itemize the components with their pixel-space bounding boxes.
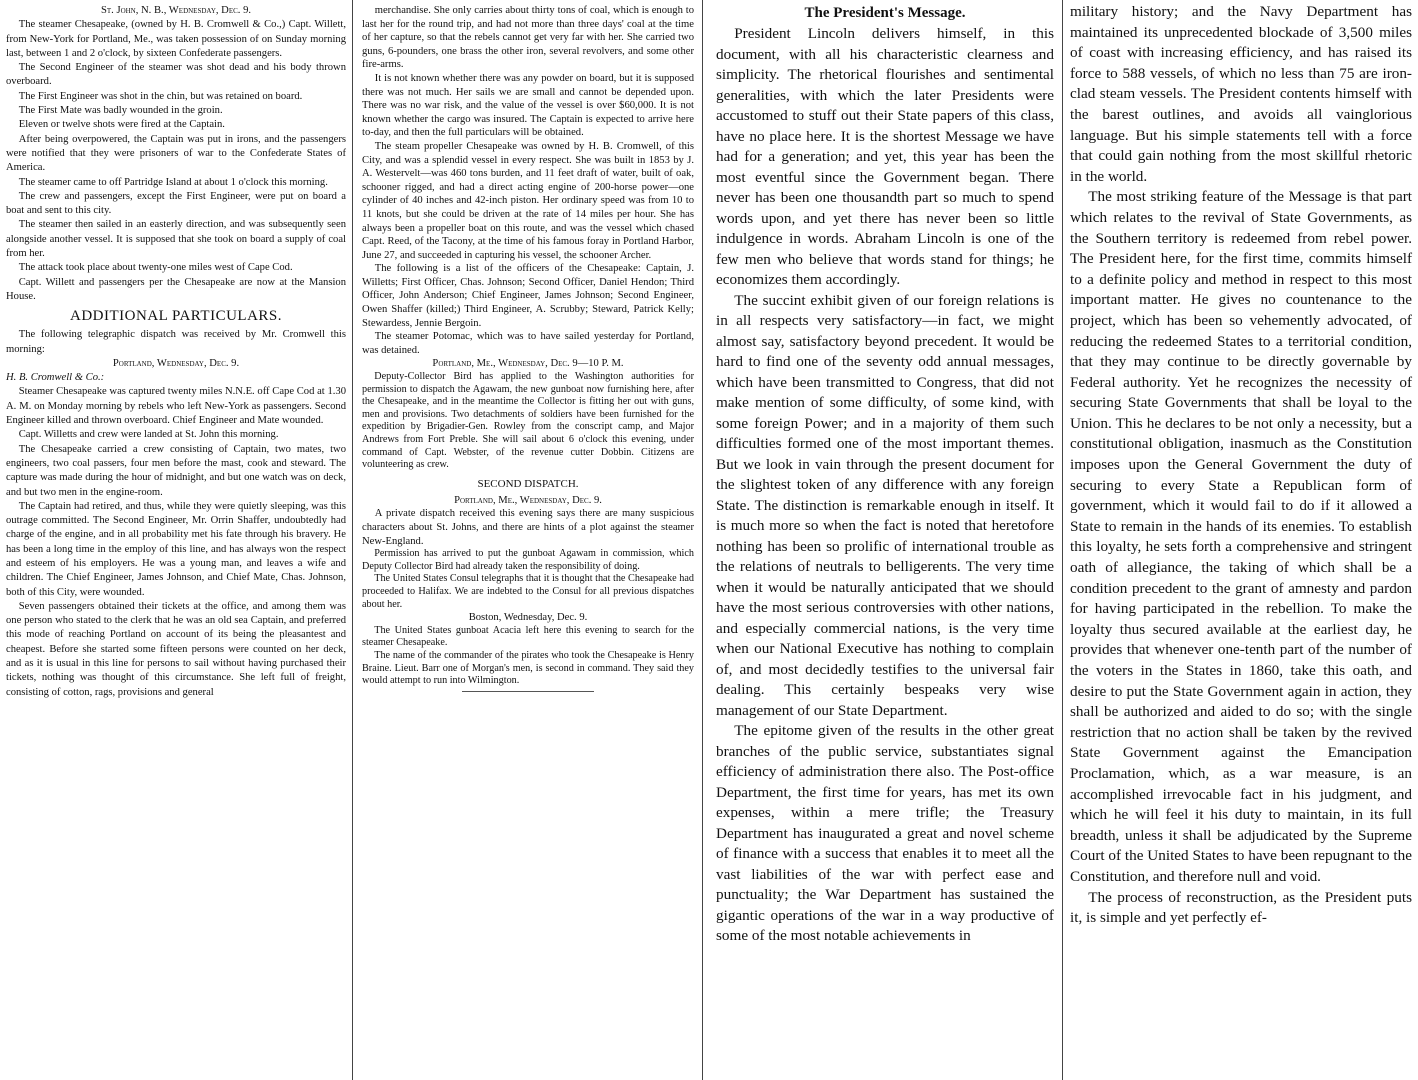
paragraph: The steamer Chesapeake, (owned by H. B. Cromwell & Co.,) Capt. Willett, from New-York for Portland, Me., was taken possession of on Sunday morning last, between 1 and 2 o'clock, by sixteen Confederate passengers. — [6, 19, 346, 59]
paragraph: A private dispatch received this evening says there are many suspicious characters about St. Johns, and there are hints of a plot against the steamer New-England. — [362, 508, 694, 547]
paragraph: The steamer then sailed in an easterly direction, and was subsequently seen alongside another vessel. It is supposed that she took on board a supply of coal from her. — [6, 219, 346, 260]
paragraph: The attack took place about twenty-one miles west of Cape Cod. — [18, 262, 293, 274]
salutation: H. B. Cromwell & Co.: — [6, 372, 105, 384]
paragraph: The process of reconstruction, as the President puts it, is simple and yet perfectly ef- — [1070, 888, 1412, 927]
dateline: St. John, N. B., Wednesday, Dec. 9. — [100, 5, 252, 16]
paragraph: The First Engineer was shot in the chin, but was retained on board. — [18, 90, 303, 102]
paragraph: The following telegraphic dispatch was received by Mr. Cromwell this morning: — [6, 329, 346, 355]
paragraph: Permission has arrived to put the gunboat Agawam in commission, which Deputy Collector Bird had already taken the responsibility of doing. — [362, 548, 694, 572]
paragraph: The United States Consul telegraphs that it is thought that the Chesapeake had proceeded to Halifax. We are indebted to the Consul for all previous dispatches about her. — [362, 573, 694, 610]
paragraph: The steamer came to off Partridge Island at about 1 o'clock this morning. — [18, 176, 328, 188]
paragraph: Capt. Willett and passengers per the Chesapeake are now at the Mansion House. — [6, 276, 346, 302]
paragraph: Eleven or twelve shots were fired at the Captain. — [18, 119, 225, 131]
divider — [462, 691, 595, 692]
paragraph: The First Mate was badly wounded in the groin. — [18, 105, 223, 117]
dateline: Boston, Wednesday, Dec. 9. — [468, 612, 588, 624]
paragraph: President Lincoln delivers himself, in this document, with all his characteristic clearness and simplicity. The rhetorical flourishes and sentimental generalities, with which the later Presidents were accustomed to stuff out their State papers of this class, have no place here. It is the shortest Message we have had for a generation; and yet, this year has been the most eventful since the Government began. There never has been one thousandth part so much to spend words upon, and yet there has never been so little indulgence in words. Abraham Lincoln is one of the few men who believe that words stand for things; he economizes them accordingly. — [716, 25, 1054, 288]
dateline: Portland, Me., Wednesday, Dec. 9. — [454, 494, 602, 506]
paragraph: The Captain had retired, and thus, while they were quietly sleeping, was this outrage committed. The Second Engineer, Mr. Orrin Shaffer, undoubtedly had charge of the engine, and in all probability met his fate through his bravery. He has been a long time in the employ of this line, and has always won the respect and esteem of his employers. He was a young man, and leaves a wife and children. The Chief Engineer, James Johnson, and Chief Mate, Chas. Johnson, both of this City, were wounded. — [6, 500, 346, 598]
paragraph: The succint exhibit given of our foreign relations is in all respects very satisfactory—in fact, we might almost say, satisfactory beyond precedent. It would be hard to find one of the seventy odd annual messages, which have been transmitted to Congress, that did not make mention of some difficulty, of some kind, with some foreign Power; and in a majority of them such difficulties formed one of the most important themes. But we look in vain through the present document for the slightest token of any difference with any foreign State. The distinction is remarkable enough in itself. It is much more so when the fact is noted that heretofore nothing has been so prolific of international trouble as the relations of neutrals to belligerents. The very time when it would be naturally anticipated that we should have the most serious controversies with other nations, and especially commercial nations, is the very time when our National Executive has nothing to complain of, and most decidedly testifies to the universal fair dealing. This certainly bespeaks very wise management of our State Department. — [716, 291, 1054, 719]
paragraph: The Chesapeake carried a crew consisting of Captain, two mates, two engineers, two coal passers, four men before the mast, cook and steward. The capture was made during the hour of midnight, and but one watch was on deck, and but two men in the engine-room. — [6, 443, 346, 498]
paragraph: Deputy-Collector Bird has applied to the Washington authorities for permission to dispatch the Agawam, the new gunboat now furnishing here, after the Chesapeake, and in the meantime the Collector is fitting her out with guns, men and provisions. Two detachments of soldiers have been furnished for the expedition by Brigadier-Gen. Rowley from the conscript camp, and Major Andrews from Fort Preble. She will sail about 6 o'clock this evening, under command of Capt. Webster, of the revenue cutter Dobbin. Citizens are volunteering as crew. — [362, 371, 694, 471]
paragraph: The steamer Potomac, which was to have sailed yesterday for Portland, was detained. — [362, 331, 694, 356]
column-4 — [1064, 0, 1416, 1080]
dateline: Portland, Wednesday, Dec. 9. — [112, 357, 240, 369]
paragraph: The crew and passengers, except the First Engineer, were put on board a boat and sent to this city. — [6, 190, 346, 217]
paragraph: The following is a list of the officers of the Chesapeake: Captain, J. Willetts; First Officer, Chas. Johnson; Second Officer, Daniel Hendon; Third Officer, John Anderson; Chief Engineer, James Johnson; Second Engineer, Owen Shaffer (killed;) Third Engineer, A. Scrubby; Steward, Patrick Kelly; Stewardess, Jennie Bergoin. — [362, 263, 694, 329]
paragraph: The Second Engineer of the steamer was shot dead and his body thrown overboard. — [6, 62, 346, 88]
paragraph: The United States gunboat Acacia left here this evening to search for the steamer Chesapeake. — [362, 624, 694, 649]
section-heading: SECOND DISPATCH. — [477, 477, 579, 490]
paragraph: The steam propeller Chesapeake was owned by H. B. Cromwell, of this City, and was a splendid vessel in every respect. She was built in 1853 by J. A. Westervelt—was 460 tons burden, and 11 feet draft of water, built of oak, schooner rigged, and had a direct acting engine of 200-horse power—one cylinder of 40 inches and 42-inch piston. Her ordinary speed was from 10 to 11 knots, but she could be driven at the rate of 14 miles per hour. She has always been a propeller boat on this route, and was the vessel which chased Capt. Reed, of the Tacony, at the time of his famous foray in Portland Harbor, June 27, and succeeded in capturing his vessel, the schooner Archer. — [362, 140, 694, 261]
section-heading: ADDITIONAL PARTICULARS. — [70, 308, 282, 325]
paragraph: Seven passengers obtained their tickets at the office, and among them was one person who stated to the clerk that he was an old sea Captain, and preferred this mode of reaching Portland on account of its being the pleasantest and cheapest. Before she started some fifteen persons were counted on her deck, and as it is usual in this line for persons to sail without having purchased their tickets, nothing was thought of this circumstance. She left full of freight, consisting of cotton, rags, provisions and general — [6, 600, 346, 698]
column-rule — [1062, 0, 1063, 1080]
dateline: Portland, Me., Wednesday, Dec. 9—10 P. M. — [432, 358, 624, 370]
column-3 — [708, 0, 1060, 1080]
column-2 — [356, 0, 698, 1080]
paragraph: The epitome given of the results in the other great branches of the public service, substantiates signal efficiency of administration there also. The Post-office Department, the first time for years, has met its own expenses, within a mere trifle; the Treasury Department has inaugurated a great and novel scheme of finance with a success that enables it to meet all the vast liabilities of the war with perfect ease and punctuality; the War Department has sustained the gigantic operations of the war in a way productive of some of the most notable achievements in — [716, 722, 1054, 944]
article-heading: The President's Message. — [804, 5, 966, 21]
paragraph: The name of the commander of the pirates who took the Chesapeake is Henry Braine. Lieut. Barr one of Morgan's men, is second in command. They said they would attempt to run into Wilmington. — [362, 649, 694, 687]
column-1 — [0, 0, 350, 1080]
paragraph: After being overpowered, the Captain was put in irons, and the passengers were notified that they were prisoners of war to the Confederate States of America. — [6, 133, 346, 174]
paragraph: merchandise. She only carries about thirty tons of coal, which is enough to last her for the round trip, and had not more than three days' coal at the time of her capture, so that the rebels cannot get very far with her. She carried two guns, 6-pounders, one brass the other iron, several revolvers, and some other fire-arms. — [362, 5, 694, 71]
paragraph: It is not known whether there was any powder on board, but it is supposed there was not much. Her sails we are small and cannot be depended upon. There was no war risk, and the value of the vessel is over $60,000. It is not known whether the cargo was insured. The Captain is expected to arrive here to-day, and then the full particulars will be obtained. — [362, 72, 694, 139]
column-rule — [702, 0, 703, 1080]
paragraph: Capt. Willetts and crew were landed at St. John this morning. — [18, 429, 279, 441]
paragraph: Steamer Chesapeake was captured twenty miles N.N.E. off Cape Cod at 1.30 A. M. on Monday morning by rebels who left New-York as passengers. Second Engineer killed and thrown overboard. Chief Engineer and Mate wounded. — [6, 386, 346, 427]
paragraph: military history; and the Navy Department has maintained its unprecedented blockade of 3,500 miles of coast with increasing efficiency, and has raised its force to 588 vessels, of which no less than 75 are iron-clad steam vessels. The President contents himself with the barest outlines, and avoids all vainglorious language. But his simple statements tell with a force that could gain nothing from the most skillful rhetoric in the world. — [1070, 3, 1412, 185]
paragraph: The most striking feature of the Message is that part which relates to the revival of State Governments, as the Southern territory is redeemed from rebel power. The President here, for the first time, commits himself to a definite policy and method in respect to this most important matter. He gives no countenance to the project, which has been so vehemently advocated, of reducing the redeemed States to a territorial condition, that they may continue to be directly governable by Federal authority. Yet he recognizes the necessity of securing State Governments that shall be loyal to the Union. This he declares to be not only a necessity, but a constitutional obligation, inasmuch as the Constitution imposes upon the General Government the duty of securing to every State a Republican form of government, which it would fail to do if it allowed a State to remain in the hands of its enemies. To establish this loyalty, he sets forth a comprehensive and stringent oath of allegiance, the taking of which shall be a condition precedent to the grant of amnesty and pardon for having participated in the rebellion. To make the loyalty thus secured available at the earliest day, he provides that whenever one-tenth part of the number of the voters in the States in 1860, take this oath, and desire to put the State Government again in action, they shall be authorized and aided to do so; with the single restriction that no action shall be taken by the revived State Government against the Emancipation Proclamation, which, as a war measure, is an accomplished irrevocable fact in his judgment, and which he will feel it his duty to maintain, in its full breadth, unless it shall be adjudicated by the Supreme Court of the United States to have been repugnant to the Constitution, and therefore null and void. — [1070, 188, 1412, 885]
column-rule — [352, 0, 353, 1080]
